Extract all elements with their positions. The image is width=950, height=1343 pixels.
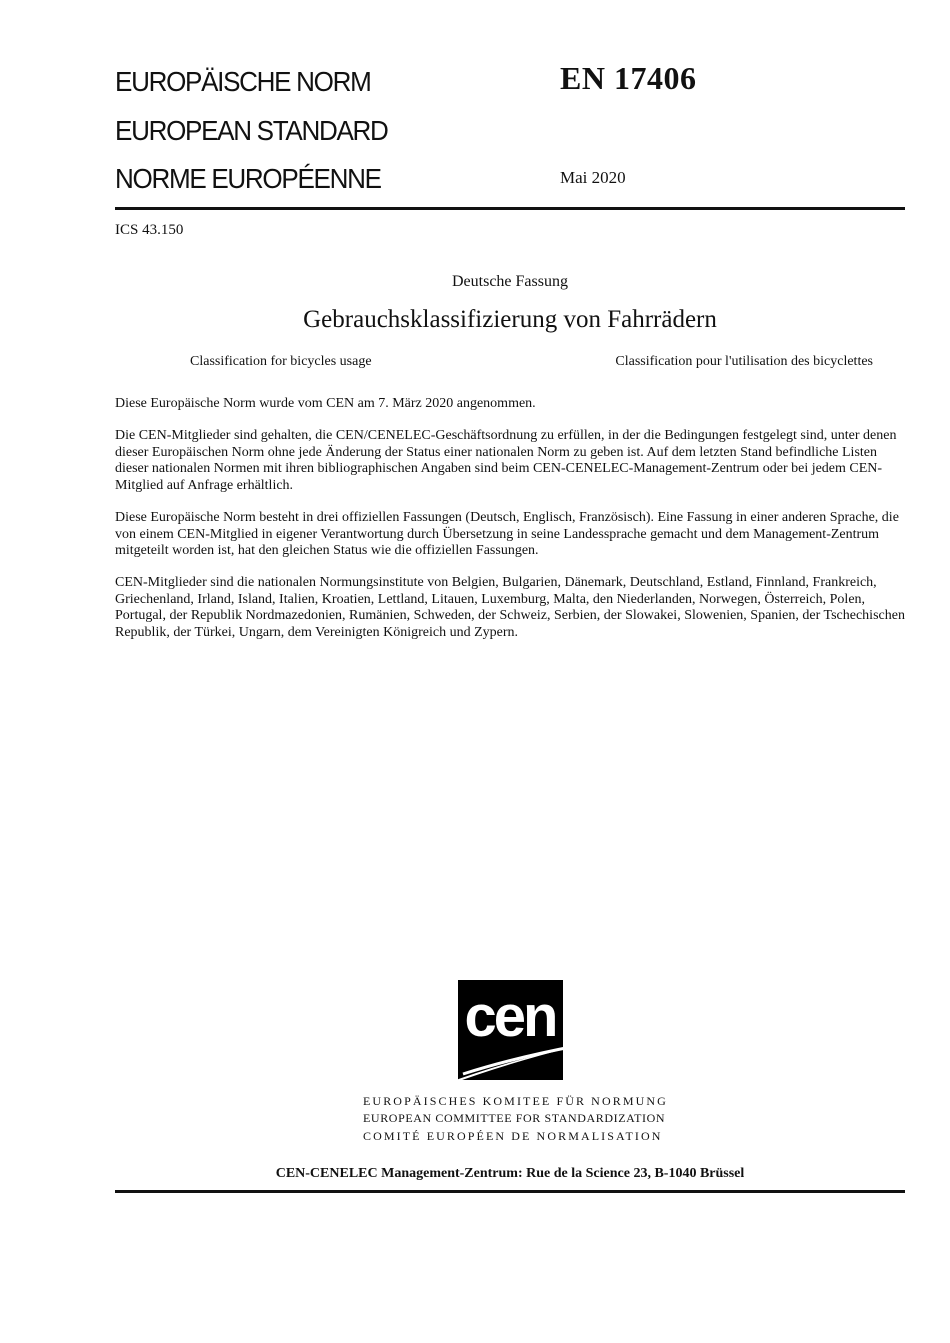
ics-code: ICS 43.150: [115, 222, 184, 238]
committee-name-en: EUROPEAN COMMITTEE FOR STANDARDIZATION: [363, 1111, 666, 1125]
version-label: Deutsche Fassung: [452, 273, 568, 290]
management-centre-address: CEN-CENELEC Management-Zentrum: Rue de la Science 23, B-1040 Brüssel: [275, 1166, 745, 1181]
paragraph-adoption: Diese Europäische Norm wurde vom CEN am 7. März 2020 angenommen.: [115, 396, 536, 411]
cen-logo-text: cen: [464, 984, 556, 1049]
paragraph-members: CEN-Mitglieder sind die nationalen Normungsinstitute von Belgien, Bulgarien, Dänemark, Deutschland, Estland, Finnland, Frankreich, Griechenland, Irland, Island, Italien, Kroatien, Lettland, Litauen, Luxemburg, Malta, den Niederlanden, Norwegen, Österreich, Polen, Portugal, der Republik Nordmazedonien, Rumänien, Schweden, der Schweiz, Serbien, der Slowakei, Slowenien, Spanien, der Tschechischen Republik, der Türkei, Ungarn, dem Vereinigten Königreich und Zypern.: [115, 575, 905, 641]
footer-divider: [115, 1190, 905, 1193]
paragraph-versions: Diese Europäische Norm besteht in drei offiziellen Fassungen (Deutsch, Englisch, Französisch). Eine Fassung in einer anderen Sprache, die von einem CEN-Mitglied in eigener Verantwortung durch Übersetzung in seine Landessprache gemacht und dem Management-Zentrum mitgeteilt worden ist, hat den gleichen Status wie die offiziellen Fassungen.: [115, 510, 899, 559]
document-number: EN 17406: [560, 60, 697, 96]
paragraph-obligations: Die CEN-Mitglieder sind gehalten, die CEN/CENELEC-Geschäftsordnung zu erfüllen, in der die Bedingungen festgelegt sind, unter denen dieser Europäischen Norm ohne jede Änderung der Status einer nationalen Norm zu geben ist. Auf dem letzten Stand befindliche Listen dieser nationalen Normen mit ihren bibliographischen Angaben sind beim CEN-CENELEC-Management-Zentrum oder bei jedem CEN-Mitglied auf Anfrage erhältlich.: [115, 428, 897, 494]
committee-name-de: EUROPÄISCHES KOMITEE FÜR NORMUNG: [363, 1094, 668, 1108]
standard-title-de: EUROPÄISCHE NORM: [115, 66, 371, 97]
standard-title-en: EUROPEAN STANDARD: [115, 115, 388, 146]
standard-title-fr: NORME EUROPÉENNE: [115, 163, 381, 194]
document-title: Gebrauchsklassifizierung von Fahrrädern: [303, 306, 717, 333]
cen-logo-icon: [443, 978, 578, 1088]
title-french: Classification pour l'utilisation des bicyclettes: [615, 354, 873, 369]
committee-name-fr: COMITÉ EUROPÉEN DE NORMALISATION: [363, 1129, 663, 1143]
publication-date: Mai 2020: [560, 168, 626, 187]
title-english: Classification for bicycles usage: [190, 354, 372, 369]
header-divider: [115, 207, 905, 210]
cen-logo-graphic: [443, 978, 578, 1088]
